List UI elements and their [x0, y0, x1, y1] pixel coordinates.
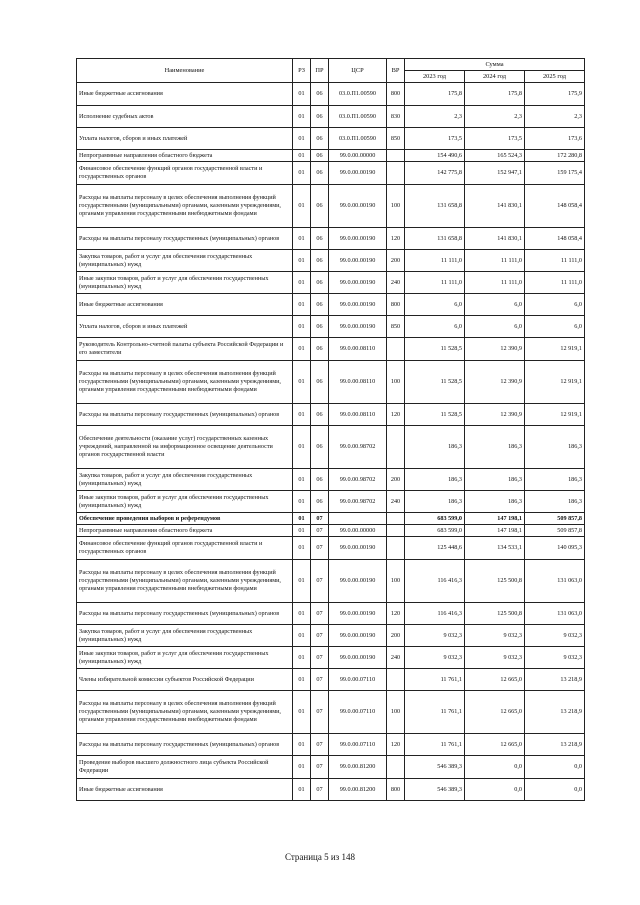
cell-rz: 01	[293, 525, 311, 537]
cell-rz: 01	[293, 560, 311, 603]
cell-y2025: 13 218,9	[525, 669, 585, 691]
cell-y2025: 0,0	[525, 756, 585, 779]
cell-y2023: 546 389,3	[405, 756, 465, 779]
cell-vr: 240	[387, 647, 405, 669]
cell-y2023: 9 032,3	[405, 647, 465, 669]
cell-y2024: 134 533,1	[465, 537, 525, 560]
cell-pr: 06	[311, 404, 329, 426]
cell-rz: 01	[293, 756, 311, 779]
cell-vr: 850	[387, 128, 405, 150]
cell-name: Иные бюджетные ассигнования	[77, 779, 293, 801]
cell-csr: 03.0.П1.00590	[329, 106, 387, 128]
cell-pr: 07	[311, 560, 329, 603]
cell-y2024: 0,0	[465, 779, 525, 801]
cell-y2025: 2,3	[525, 106, 585, 128]
cell-vr	[387, 669, 405, 691]
cell-y2024: 125 500,8	[465, 603, 525, 625]
cell-rz: 01	[293, 734, 311, 756]
cell-rz: 01	[293, 513, 311, 525]
cell-y2025: 172 280,8	[525, 150, 585, 162]
cell-pr: 06	[311, 338, 329, 361]
cell-pr: 06	[311, 83, 329, 106]
cell-rz: 01	[293, 128, 311, 150]
budget-table	[76, 58, 585, 801]
cell-y2023: 125 448,6	[405, 537, 465, 560]
header-sum: Сумма	[405, 59, 585, 71]
table-row	[77, 162, 585, 185]
cell-y2025: 148 058,4	[525, 185, 585, 228]
cell-csr: 99.0.00.81200	[329, 779, 387, 801]
cell-y2024: 175,8	[465, 83, 525, 106]
table-row	[77, 560, 585, 603]
table-row	[77, 691, 585, 734]
cell-y2024: 186,3	[465, 426, 525, 469]
cell-rz: 01	[293, 316, 311, 338]
cell-csr: 99.0.00.00000	[329, 525, 387, 537]
cell-name: Исполнение судебных актов	[77, 106, 293, 128]
cell-csr: 99.0.00.00190	[329, 185, 387, 228]
table-row	[77, 83, 585, 106]
cell-vr: 120	[387, 603, 405, 625]
table-row	[77, 106, 585, 128]
cell-csr: 99.0.00.00190	[329, 272, 387, 294]
cell-vr: 100	[387, 361, 405, 404]
header-2025: 2025 год	[525, 71, 585, 83]
table-row	[77, 404, 585, 426]
cell-vr: 800	[387, 294, 405, 316]
cell-y2024: 12 390,9	[465, 404, 525, 426]
cell-y2024: 6,0	[465, 294, 525, 316]
cell-vr: 800	[387, 779, 405, 801]
cell-y2023: 11 111,0	[405, 250, 465, 272]
cell-vr: 100	[387, 560, 405, 603]
cell-name: Расходы на выплаты персоналу в целях обеспечения выполнения функций государственными (муниципальными) органами, казенными учреждениями, органами управления государственными внебюджетными фондами	[77, 185, 293, 228]
cell-vr	[387, 756, 405, 779]
cell-pr: 06	[311, 316, 329, 338]
cell-y2025: 13 218,9	[525, 691, 585, 734]
cell-y2025: 175,9	[525, 83, 585, 106]
table-row	[77, 361, 585, 404]
cell-y2023: 11 761,1	[405, 669, 465, 691]
cell-csr: 99.0.00.07110	[329, 669, 387, 691]
cell-vr: 100	[387, 185, 405, 228]
table-row	[77, 525, 585, 537]
cell-rz: 01	[293, 404, 311, 426]
cell-name: Уплата налогов, сборов и иных платежей	[77, 128, 293, 150]
cell-y2023: 6,0	[405, 294, 465, 316]
cell-rz: 01	[293, 294, 311, 316]
cell-csr: 03.0.П1.00590	[329, 128, 387, 150]
cell-y2025: 9 032,3	[525, 647, 585, 669]
table-row	[77, 491, 585, 513]
cell-name: Расходы на выплаты персоналу государственных (муниципальных) органов	[77, 734, 293, 756]
cell-vr: 830	[387, 106, 405, 128]
cell-name: Расходы на выплаты персоналу в целях обеспечения выполнения функций государственными (муниципальными) органами, казенными учреждениями, органами управления государственными внебюджетными фондами	[77, 361, 293, 404]
cell-y2025: 509 857,8	[525, 513, 585, 525]
cell-vr: 200	[387, 625, 405, 647]
cell-pr: 06	[311, 272, 329, 294]
cell-name: Обеспечение проведения выборов и референдумов	[77, 513, 293, 525]
cell-y2025: 11 111,0	[525, 272, 585, 294]
cell-rz: 01	[293, 83, 311, 106]
cell-rz: 01	[293, 185, 311, 228]
cell-y2025: 186,3	[525, 426, 585, 469]
cell-y2024: 2,3	[465, 106, 525, 128]
cell-y2023: 11 761,1	[405, 691, 465, 734]
cell-y2024: 6,0	[465, 316, 525, 338]
cell-y2024: 141 830,1	[465, 185, 525, 228]
cell-pr: 06	[311, 128, 329, 150]
cell-y2025: 173,6	[525, 128, 585, 150]
cell-csr: 99.0.00.00190	[329, 250, 387, 272]
cell-name: Расходы на выплаты персоналу в целях обеспечения выполнения функций государственными (муниципальными) органами, казенными учреждениями, органами управления государственными внебюджетными фондами	[77, 560, 293, 603]
cell-y2023: 142 775,8	[405, 162, 465, 185]
cell-y2024: 147 198,1	[465, 513, 525, 525]
cell-name: Финансовое обеспечение функций органов государственной власти и государственных органов	[77, 537, 293, 560]
cell-vr	[387, 537, 405, 560]
table-row	[77, 228, 585, 250]
cell-y2025: 13 218,9	[525, 734, 585, 756]
cell-rz: 01	[293, 106, 311, 128]
page-number: Страница 5 из 148	[285, 852, 355, 862]
cell-y2023: 186,3	[405, 491, 465, 513]
cell-y2024: 152 947,1	[465, 162, 525, 185]
cell-y2023: 11 528,5	[405, 361, 465, 404]
table-row	[77, 128, 585, 150]
cell-vr: 850	[387, 316, 405, 338]
cell-name: Иные закупки товаров, работ и услуг для обеспечения государственных (муниципальных) нужд	[77, 647, 293, 669]
cell-y2025: 11 111,0	[525, 250, 585, 272]
cell-y2024: 11 111,0	[465, 272, 525, 294]
cell-y2023: 11 528,5	[405, 404, 465, 426]
cell-y2025: 186,3	[525, 469, 585, 491]
cell-vr: 800	[387, 83, 405, 106]
cell-y2024: 141 830,1	[465, 228, 525, 250]
cell-csr: 99.0.00.00000	[329, 150, 387, 162]
cell-csr: 99.0.00.00190	[329, 537, 387, 560]
cell-y2023: 116 416,3	[405, 603, 465, 625]
cell-rz: 01	[293, 469, 311, 491]
cell-pr: 06	[311, 106, 329, 128]
cell-y2023: 683 599,0	[405, 525, 465, 537]
cell-y2023: 154 490,6	[405, 150, 465, 162]
cell-pr: 07	[311, 603, 329, 625]
cell-vr: 240	[387, 272, 405, 294]
cell-pr: 07	[311, 647, 329, 669]
cell-y2025: 140 095,3	[525, 537, 585, 560]
cell-pr: 06	[311, 361, 329, 404]
cell-y2025: 6,0	[525, 316, 585, 338]
table-row	[77, 294, 585, 316]
cell-rz: 01	[293, 228, 311, 250]
cell-y2023: 173,5	[405, 128, 465, 150]
cell-y2023: 2,3	[405, 106, 465, 128]
cell-y2025: 148 058,4	[525, 228, 585, 250]
table-row	[77, 250, 585, 272]
cell-y2024: 12 665,0	[465, 691, 525, 734]
table-row	[77, 426, 585, 469]
cell-y2024: 11 111,0	[465, 250, 525, 272]
cell-rz: 01	[293, 150, 311, 162]
cell-csr: 99.0.00.00190	[329, 162, 387, 185]
cell-y2024: 147 198,1	[465, 525, 525, 537]
header-2023: 2023 год	[405, 71, 465, 83]
cell-rz: 01	[293, 272, 311, 294]
cell-vr: 120	[387, 228, 405, 250]
cell-csr: 99.0.00.98702	[329, 426, 387, 469]
cell-csr: 99.0.00.08110	[329, 404, 387, 426]
cell-name: Обеспечение деятельности (оказание услуг) государственных казенных учреждений, направленной на информационное освещение деятельности органов государственной власти	[77, 426, 293, 469]
cell-pr: 07	[311, 513, 329, 525]
header-2024: 2024 год	[465, 71, 525, 83]
cell-pr: 07	[311, 669, 329, 691]
cell-csr: 99.0.00.98702	[329, 469, 387, 491]
cell-name: Проведение выборов высшего должностного лица субъекта Российской Федерации	[77, 756, 293, 779]
cell-name: Иные закупки товаров, работ и услуг для обеспечения государственных (муниципальных) нужд	[77, 272, 293, 294]
cell-rz: 01	[293, 647, 311, 669]
cell-name: Расходы на выплаты персоналу государственных (муниципальных) органов	[77, 603, 293, 625]
header-pr: ПР	[311, 59, 329, 83]
cell-y2024: 12 390,9	[465, 361, 525, 404]
table-body	[77, 83, 585, 801]
cell-pr: 06	[311, 162, 329, 185]
cell-csr: 99.0.00.07110	[329, 691, 387, 734]
cell-vr	[387, 338, 405, 361]
table-row	[77, 625, 585, 647]
cell-y2024: 12 665,0	[465, 669, 525, 691]
cell-rz: 01	[293, 669, 311, 691]
cell-y2024: 186,3	[465, 491, 525, 513]
cell-rz: 01	[293, 361, 311, 404]
cell-y2024: 12 390,9	[465, 338, 525, 361]
cell-vr: 200	[387, 469, 405, 491]
cell-y2025: 186,3	[525, 491, 585, 513]
table-row	[77, 272, 585, 294]
cell-y2024: 186,3	[465, 469, 525, 491]
cell-pr: 07	[311, 734, 329, 756]
cell-pr: 06	[311, 185, 329, 228]
cell-name: Закупка товаров, работ и услуг для обеспечения государственных (муниципальных) нужд	[77, 250, 293, 272]
cell-rz: 01	[293, 250, 311, 272]
cell-rz: 01	[293, 338, 311, 361]
cell-csr: 99.0.00.00190	[329, 603, 387, 625]
cell-name: Иные закупки товаров, работ и услуг для обеспечения государственных (муниципальных) нужд	[77, 491, 293, 513]
table-row	[77, 603, 585, 625]
cell-vr	[387, 150, 405, 162]
cell-y2023: 116 416,3	[405, 560, 465, 603]
cell-pr: 06	[311, 150, 329, 162]
header-name: Наименование	[77, 59, 293, 83]
cell-vr: 120	[387, 404, 405, 426]
cell-csr: 99.0.00.08110	[329, 338, 387, 361]
cell-vr: 240	[387, 491, 405, 513]
header-vr: ВР	[387, 59, 405, 83]
cell-y2025: 509 857,8	[525, 525, 585, 537]
cell-y2024: 125 500,8	[465, 560, 525, 603]
cell-rz: 01	[293, 625, 311, 647]
cell-y2025: 12 919,1	[525, 338, 585, 361]
cell-y2025: 6,0	[525, 294, 585, 316]
cell-y2023: 9 032,3	[405, 625, 465, 647]
table-row	[77, 338, 585, 361]
cell-y2023: 131 658,8	[405, 185, 465, 228]
cell-name: Закупка товаров, работ и услуг для обеспечения государственных (муниципальных) нужд	[77, 469, 293, 491]
cell-rz: 01	[293, 162, 311, 185]
cell-y2023: 175,8	[405, 83, 465, 106]
cell-pr: 06	[311, 294, 329, 316]
header-csr: ЦСР	[329, 59, 387, 83]
cell-y2023: 186,3	[405, 426, 465, 469]
cell-y2023: 131 658,8	[405, 228, 465, 250]
cell-name: Расходы на выплаты персоналу в целях обеспечения выполнения функций государственными (муниципальными) органами, казенными учреждениями, органами управления государственными внебюджетными фондами	[77, 691, 293, 734]
cell-pr: 07	[311, 779, 329, 801]
cell-y2023: 11 111,0	[405, 272, 465, 294]
cell-csr: 99.0.00.00190	[329, 647, 387, 669]
cell-name: Расходы на выплаты персоналу государственных (муниципальных) органов	[77, 404, 293, 426]
cell-pr: 07	[311, 537, 329, 560]
cell-csr: 99.0.00.00190	[329, 625, 387, 647]
cell-y2023: 546 389,3	[405, 779, 465, 801]
table-row	[77, 734, 585, 756]
cell-rz: 01	[293, 691, 311, 734]
cell-vr: 100	[387, 691, 405, 734]
cell-rz: 01	[293, 426, 311, 469]
cell-rz: 01	[293, 779, 311, 801]
cell-csr: 99.0.00.00190	[329, 294, 387, 316]
cell-y2025: 131 063,0	[525, 603, 585, 625]
cell-y2025: 12 919,1	[525, 404, 585, 426]
cell-csr	[329, 513, 387, 525]
table-row	[77, 779, 585, 801]
cell-name: Закупка товаров, работ и услуг для обеспечения государственных (муниципальных) нужд	[77, 625, 293, 647]
cell-vr	[387, 513, 405, 525]
cell-vr	[387, 162, 405, 185]
cell-y2025: 0,0	[525, 779, 585, 801]
cell-pr: 07	[311, 525, 329, 537]
cell-y2024: 173,5	[465, 128, 525, 150]
cell-csr: 99.0.00.98702	[329, 491, 387, 513]
table-row	[77, 513, 585, 525]
cell-csr: 99.0.00.00190	[329, 560, 387, 603]
table-row	[77, 537, 585, 560]
cell-csr: 99.0.00.07110	[329, 734, 387, 756]
cell-pr: 07	[311, 625, 329, 647]
cell-y2025: 131 063,0	[525, 560, 585, 603]
cell-y2024: 9 032,3	[465, 625, 525, 647]
cell-name: Уплата налогов, сборов и иных платежей	[77, 316, 293, 338]
table-row	[77, 647, 585, 669]
cell-vr: 200	[387, 250, 405, 272]
cell-vr: 120	[387, 734, 405, 756]
cell-y2024: 0,0	[465, 756, 525, 779]
table-row	[77, 669, 585, 691]
cell-y2023: 6,0	[405, 316, 465, 338]
cell-y2025: 9 032,3	[525, 625, 585, 647]
table-row	[77, 150, 585, 162]
cell-vr	[387, 525, 405, 537]
cell-name: Иные бюджетные ассигнования	[77, 83, 293, 106]
cell-pr: 06	[311, 426, 329, 469]
cell-pr: 06	[311, 228, 329, 250]
cell-pr: 06	[311, 469, 329, 491]
cell-pr: 07	[311, 691, 329, 734]
cell-csr: 99.0.00.81200	[329, 756, 387, 779]
cell-csr: 03.0.П1.00590	[329, 83, 387, 106]
cell-name: Руководитель Контрольно-счетной палаты субъекта Российской Федерации и его заместители	[77, 338, 293, 361]
cell-rz: 01	[293, 491, 311, 513]
table-row	[77, 469, 585, 491]
cell-name: Расходы на выплаты персоналу государственных (муниципальных) органов	[77, 228, 293, 250]
cell-y2024: 9 032,3	[465, 647, 525, 669]
cell-name: Иные бюджетные ассигнования	[77, 294, 293, 316]
cell-csr: 99.0.00.08110	[329, 361, 387, 404]
table-row	[77, 316, 585, 338]
cell-pr: 06	[311, 250, 329, 272]
cell-y2024: 12 665,0	[465, 734, 525, 756]
cell-y2023: 11 761,1	[405, 734, 465, 756]
cell-y2024: 165 524,3	[465, 150, 525, 162]
cell-name: Финансовое обеспечение функций органов государственной власти и государственных органов	[77, 162, 293, 185]
cell-pr: 06	[311, 491, 329, 513]
cell-csr: 99.0.00.00190	[329, 228, 387, 250]
cell-rz: 01	[293, 603, 311, 625]
table-row	[77, 756, 585, 779]
cell-y2025: 12 919,1	[525, 361, 585, 404]
header-rz: РЗ	[293, 59, 311, 83]
budget-table-container	[76, 58, 584, 801]
cell-y2023: 11 528,5	[405, 338, 465, 361]
cell-name: Непрограммные направления областного бюджета	[77, 525, 293, 537]
cell-vr	[387, 426, 405, 469]
cell-y2023: 683 599,0	[405, 513, 465, 525]
cell-name: Непрограммные направления областного бюджета	[77, 150, 293, 162]
cell-pr: 07	[311, 756, 329, 779]
cell-name: Члены избирательной комиссии субъектов Российской Федерации	[77, 669, 293, 691]
table-row	[77, 185, 585, 228]
cell-y2023: 186,3	[405, 469, 465, 491]
cell-csr: 99.0.00.00190	[329, 316, 387, 338]
cell-rz: 01	[293, 537, 311, 560]
cell-y2025: 159 175,4	[525, 162, 585, 185]
